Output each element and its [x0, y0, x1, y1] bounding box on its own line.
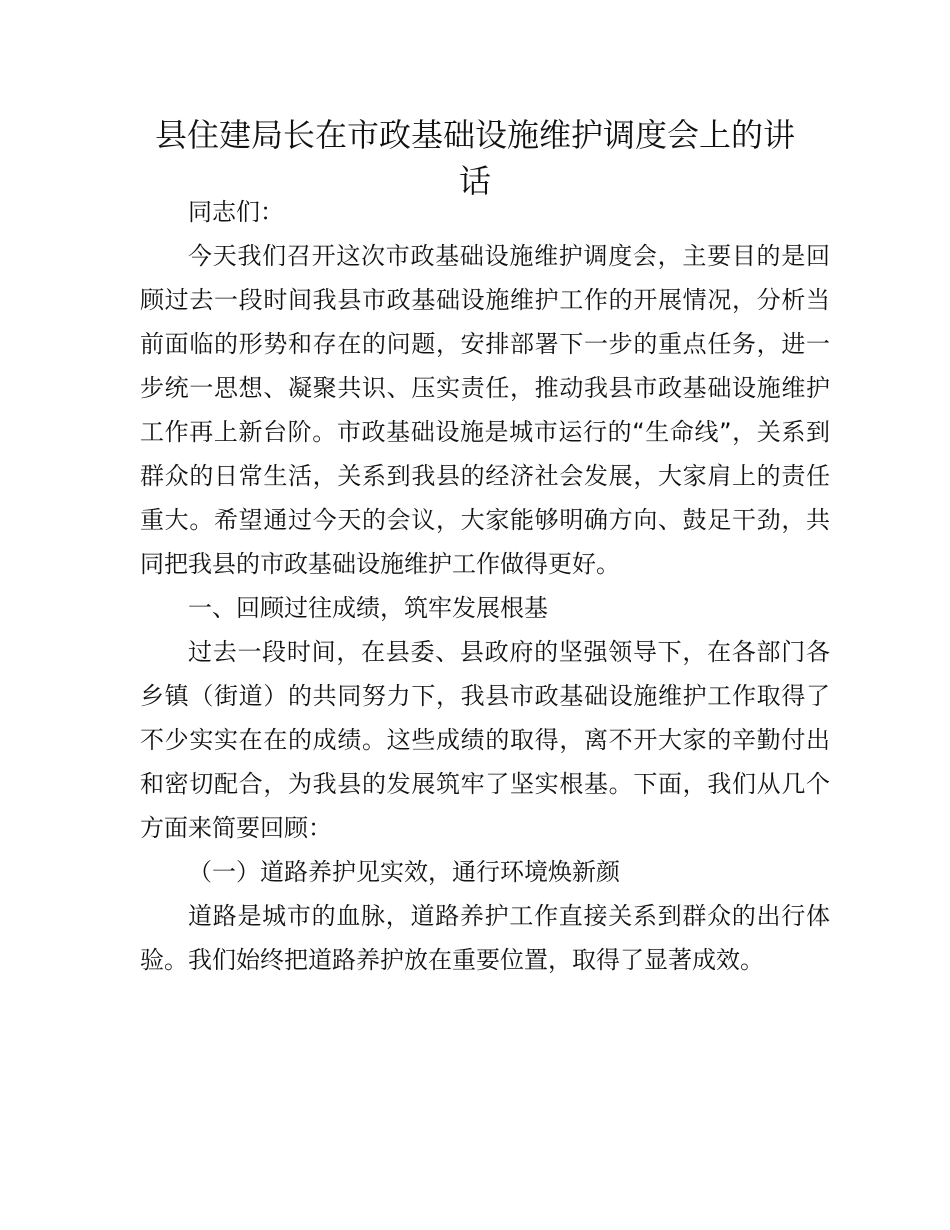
- paragraph-roads: 道路是城市的血脉，道路养护工作直接关系到群众的出行体验。我们始终把道路养护放在重要位置，取得了显著成效。: [140, 902, 830, 974]
- paragraph-review: 过去一段时间，在县委、县政府的坚强领导下，在各部门各乡镇（街道）的共同努力下，我县市政基础设施维护工作取得了不少实实在在的成绩。这些成绩的取得，离不开大家的辛勤付出和密切配合，为我县的发展筑牢了坚实根基。下面，我们从几个方面来简要回顾：: [140, 638, 830, 842]
- document-title: 县住建局长在市政基础设施维护调度会上的讲话: [154, 116, 795, 200]
- greeting: 同志们：: [188, 198, 284, 226]
- subsection-heading-1: （一）道路养护见实效，通行环境焕新颜: [188, 858, 620, 886]
- section-heading-1: 一、回顾过往成绩，筑牢发展根基: [188, 594, 548, 622]
- paragraph-opening: 今天我们召开这次市政基础设施维护调度会，主要目的是回顾过去一段时间我县市政基础设施维护工作的开展情况，分析当前面临的形势和存在的问题，安排部署下一步的重点任务，进一步统一思想、凝聚共识、压实责任，推动我县市政基础设施维护工作再上新台阶。市政基础设施是城市运行的“生命线”，关系到群众的日常生活，关系到我县的经济社会发展，大家肩上的责任重大。希望通过今天的会议，大家能够明确方向、鼓足干劲，共同把我县的市政基础设施维护工作做得更好。: [140, 242, 830, 578]
- document-body: [140, 190, 830, 982]
